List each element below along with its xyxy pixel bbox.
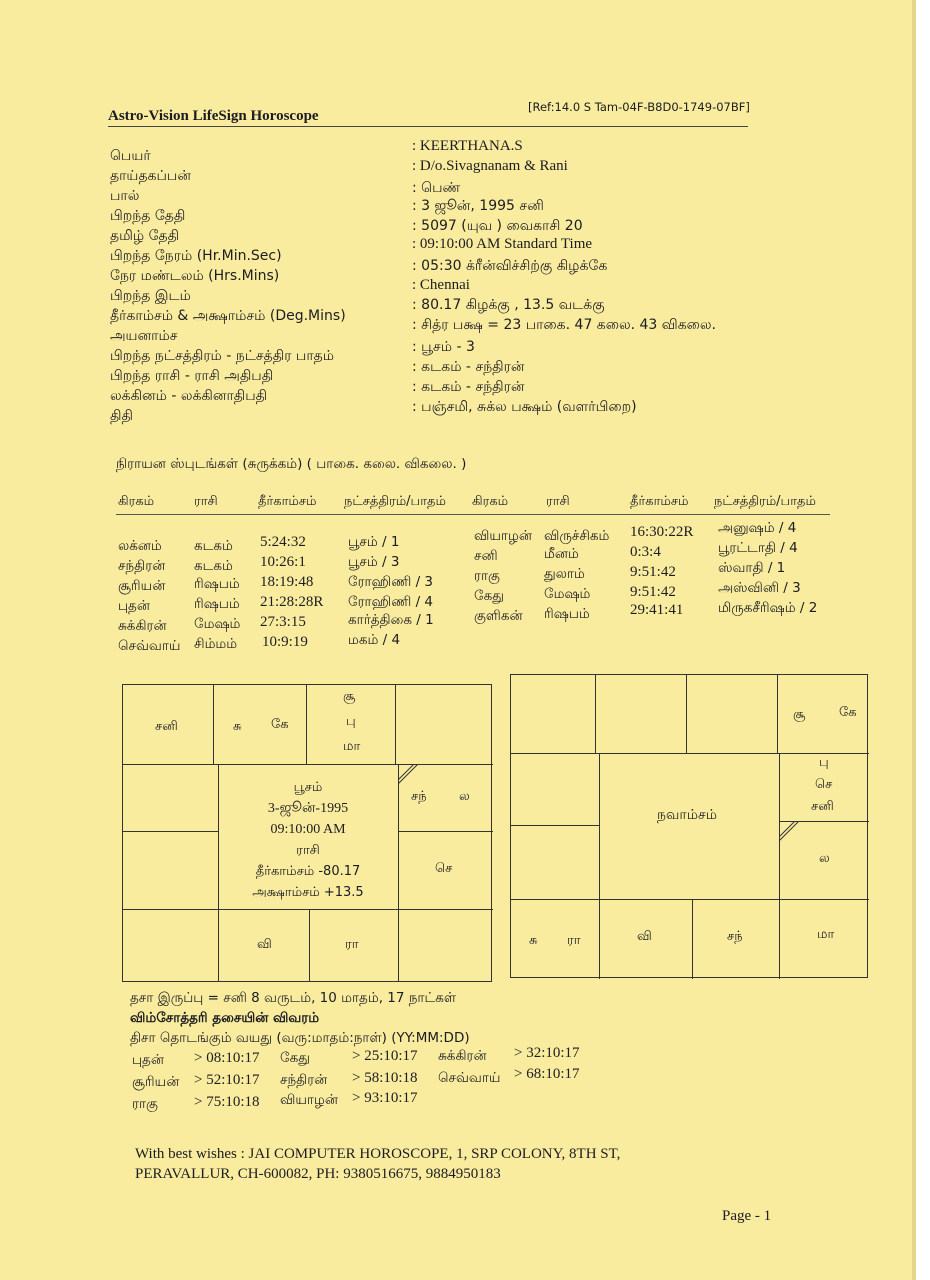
document-title: Astro-Vision LifeSign Horoscope — [108, 108, 319, 124]
column-header: தீர்காம்சம் — [258, 494, 317, 509]
dasa-subtitle: திசா தொடங்கும் வயது (வரு:மாதம்:நாள்) (YY:MM:DD) — [130, 1030, 470, 1046]
detail-value: : 80.17 கிழக்கு , 13.5 வடக்கு — [412, 297, 605, 313]
chart-line — [395, 685, 396, 764]
detail-value: : 5097 (யுவ ) வைகாசி 20 — [412, 218, 583, 234]
center-date: 3-ஜூன்-1995 — [267, 801, 349, 816]
rasi-chart — [122, 684, 492, 982]
detail-value: : கடகம் - சந்திரன் — [412, 379, 525, 395]
dasa-age: > 32:10:17 — [514, 1045, 580, 1061]
rasi-simmam: செ — [435, 861, 453, 876]
detail-label: பால் — [110, 188, 140, 204]
planet-longitude: 0:3:4 — [630, 544, 661, 560]
rasi-mesham: சு — [233, 719, 242, 734]
planet-sign: ரிஷபம் — [194, 576, 240, 592]
planet-star: மிருகசீரிஷம் / 2 — [718, 600, 818, 616]
planet-positions-title: நிராயன ஸ்புடங்கள் (சுருக்கம்) ( பாகை. கலை. விகலை. ) — [116, 456, 467, 472]
navamsa-center: நவாம்சம் — [657, 807, 717, 823]
planet-sign: கடகம் — [194, 558, 233, 574]
detail-value: : பூசம் - 3 — [412, 339, 475, 355]
planet-name: புதன் — [118, 598, 150, 614]
rasi-rishabam: சூ — [343, 689, 356, 704]
navamsa-dhanusu: வி — [637, 929, 652, 944]
planet-name: குளிகன் — [474, 608, 523, 624]
planet-star: கார்த்திகை / 1 — [348, 612, 434, 628]
chart-line — [595, 675, 596, 753]
navamsa-magaram: சு — [529, 933, 538, 948]
planet-sign: மேஷம் — [194, 616, 241, 632]
detail-value: : 05:30 க்ரீன்விச்சிற்கு கிழக்கே — [412, 258, 608, 274]
navamsa-simmam: பு — [819, 755, 829, 770]
chart-line — [599, 753, 600, 979]
center-latitude: அக்ஷாம்சம் +13.5 — [252, 885, 364, 900]
dasa-planet: ராகு — [132, 1096, 158, 1112]
column-header: நட்சத்திரம்/பாதம் — [714, 494, 816, 509]
chart-line — [779, 753, 780, 979]
rasi-kadagam: சந் — [411, 789, 427, 804]
chart-line — [398, 831, 493, 832]
lagna-marker — [398, 764, 422, 788]
planet-name: கேது — [474, 588, 504, 604]
dasa-planet: சந்திரன் — [280, 1072, 328, 1088]
detail-value: : சித்ர பக்ஷ = 23 பாகை. 47 கலை. 43 விகலை. — [412, 317, 716, 333]
rasi-viruchigam: வி — [257, 937, 272, 952]
column-header: கிரகம் — [118, 494, 155, 509]
center-chart-name: ராசி — [296, 843, 320, 858]
center-time: 09:10:00 AM — [270, 822, 346, 837]
dasa-age: > 75:10:18 — [194, 1094, 260, 1110]
planet-name: சுக்கிரன் — [118, 618, 167, 634]
planet-longitude: 9:51:42 — [630, 564, 676, 580]
dasa-balance: தசா இருப்பு = சனி 8 வருடம், 10 மாதம், 17 நாட்கள் — [130, 990, 457, 1006]
chart-line — [692, 899, 693, 979]
footer-address-line1: With best wishes : JAI COMPUTER HOROSCOPE, 1, SRP COLONY, 8TH ST, — [135, 1146, 621, 1162]
table-divider — [116, 514, 830, 515]
dasa-planet: சூரியன் — [132, 1074, 180, 1090]
planet-longitude: 9:51:42 — [630, 584, 676, 600]
planet-star: அஸ்வினி / 3 — [718, 580, 801, 596]
detail-label: லக்கினம் - லக்கினாதிபதி — [110, 388, 268, 404]
detail-label: தாய்தகப்பன் — [110, 168, 191, 184]
planet-sign: சிம்மம் — [194, 636, 238, 652]
column-header: ராசி — [194, 494, 218, 509]
planet-sign: மீனம் — [544, 546, 579, 562]
planet-longitude: 10:26:1 — [260, 554, 306, 570]
planet-star: பூசம் / 3 — [348, 554, 400, 570]
center-longitude: தீர்காம்சம் -80.17 — [255, 864, 361, 879]
lagna-marker — [779, 821, 803, 845]
navamsa-kanni: ல — [819, 851, 830, 866]
chart-line — [309, 909, 310, 982]
navamsa-kadagam: சூ — [793, 707, 806, 722]
planet-star: ஸ்வாதி / 1 — [718, 560, 786, 576]
planet-longitude: 10:9:19 — [262, 634, 308, 650]
planet-star: பூரட்டாதி / 4 — [718, 540, 798, 556]
planet-name: செவ்வாய் — [118, 638, 181, 654]
header-divider — [108, 126, 748, 127]
chart-line — [511, 899, 869, 900]
planet-longitude: 16:30:22R — [630, 524, 694, 540]
planet-longitude: 18:19:48 — [260, 574, 314, 590]
chart-line — [123, 909, 493, 910]
navamsa-viruchigam: சந் — [727, 929, 743, 944]
chart-line — [123, 831, 218, 832]
chart-line — [686, 675, 687, 753]
dasa-age: > 25:10:17 — [352, 1048, 418, 1064]
detail-value: : Chennai — [412, 277, 470, 293]
footer-address-line2: PERAVALLUR, CH-600082, PH: 9380516675, 9884950183 — [135, 1166, 501, 1182]
center-star: பூசம் — [293, 780, 323, 795]
detail-label: பிறந்த தேதி — [110, 208, 186, 224]
dasa-planet: கேது — [280, 1050, 310, 1066]
chart-line — [306, 685, 307, 764]
chart-line — [511, 753, 869, 754]
reference-code: [Ref:14.0 S Tam-04F-B8D0-1749-07BF] — [528, 100, 750, 114]
column-header: தீர்காம்சம் — [630, 494, 689, 509]
detail-label: பிறந்த நட்சத்திரம் - நட்சத்திர பாதம் — [110, 348, 335, 364]
planet-star: பூசம் / 1 — [348, 534, 400, 550]
detail-label: பிறந்த நேரம் (Hr.Min.Sec) — [110, 248, 282, 264]
dasa-planet: புதன் — [132, 1052, 164, 1068]
detail-value: : 3 ஜூன், 1995 சனி — [412, 198, 544, 214]
dasa-title: விம்சோத்தரி தசையின் விவரம் — [130, 1010, 320, 1026]
navamsa-magaram: ரா — [567, 933, 581, 948]
planet-star: அனுஷம் / 4 — [718, 520, 797, 536]
column-header: ராசி — [546, 494, 570, 509]
planet-sign: விருச்சிகம் — [544, 528, 610, 544]
rasi-center — [218, 777, 398, 903]
detail-value: : KEERTHANA.S — [412, 138, 523, 154]
planet-name: சந்திரன் — [118, 558, 166, 574]
navamsa-simmam: செ — [815, 777, 833, 792]
planet-name: லக்னம் — [118, 538, 162, 554]
dasa-age: > 68:10:17 — [514, 1066, 580, 1082]
dasa-age: > 93:10:17 — [352, 1090, 418, 1106]
planet-sign: துலாம் — [544, 566, 585, 582]
planet-sign: கடகம் — [194, 538, 233, 554]
planet-sign: மேஷம் — [544, 586, 591, 602]
dasa-planet: வியாழன் — [280, 1092, 338, 1108]
planet-sign: ரிஷபம் — [194, 596, 240, 612]
chart-line — [123, 764, 493, 765]
rasi-rishabam: மா — [343, 739, 361, 754]
detail-value: : பெண் — [412, 180, 461, 196]
dasa-age: > 58:10:18 — [352, 1070, 418, 1086]
rasi-rishabam: பு — [346, 714, 356, 729]
dasa-planet: செவ்வாய் — [438, 1070, 501, 1086]
dasa-age: > 52:10:17 — [194, 1072, 260, 1088]
rasi-mesham: கே — [271, 717, 289, 732]
planet-name: சூரியன் — [118, 578, 166, 594]
page-edge — [912, 0, 916, 1280]
chart-line — [213, 685, 214, 764]
dasa-planet: சுக்கிரன் — [438, 1048, 487, 1064]
planet-sign: ரிஷபம் — [544, 606, 590, 622]
rasi-meenam: சனி — [155, 719, 178, 734]
navamsa-kadagam: கே — [839, 705, 857, 720]
column-header: கிரகம் — [472, 494, 509, 509]
planet-star: ரோஹிணி / 3 — [348, 574, 434, 590]
detail-label: திதி — [110, 408, 133, 424]
navamsa-thulam: மா — [817, 927, 835, 942]
planet-name: வியாழன் — [474, 528, 532, 544]
detail-value: : 09:10:00 AM Standard Time — [412, 236, 593, 252]
page-number: Page - 1 — [722, 1208, 772, 1224]
chart-line — [511, 825, 599, 826]
detail-label: தீர்காம்சம் & அக்ஷாம்சம் (Deg.Mins) — [110, 308, 346, 324]
detail-label: நேர மண்டலம் (Hrs.Mins) — [110, 268, 280, 284]
column-header: நட்சத்திரம்/பாதம் — [344, 494, 446, 509]
planet-name: சனி — [474, 548, 498, 564]
detail-label: பெயர் — [110, 148, 151, 164]
detail-label: தமிழ் தேதி — [110, 228, 180, 244]
navamsa-chart — [510, 674, 868, 978]
planet-star: மகம் / 4 — [348, 632, 401, 648]
planet-star: ரோஹிணி / 4 — [348, 594, 434, 610]
planet-longitude: 5:24:32 — [260, 534, 306, 550]
detail-value: : பஞ்சமி, சுக்ல பக்ஷம் (வளர்பிறை) — [412, 399, 637, 415]
navamsa-simmam: சனி — [811, 799, 834, 814]
detail-label: பிறந்த இடம் — [110, 288, 191, 304]
detail-label: பிறந்த ராசி - ராசி அதிபதி — [110, 368, 274, 384]
rasi-thulam: ரா — [345, 937, 359, 952]
detail-value: : D/o.Sivagnanam & Rani — [412, 158, 568, 174]
planet-longitude: 27:3:15 — [260, 614, 306, 630]
planet-name: ராகு — [474, 568, 500, 584]
chart-line — [398, 764, 399, 982]
dasa-age: > 08:10:17 — [194, 1050, 260, 1066]
chart-line — [777, 675, 778, 753]
planet-longitude: 29:41:41 — [630, 602, 684, 618]
planet-longitude: 21:28:28R — [260, 594, 324, 610]
detail-label: அயனாம்ச — [110, 328, 178, 344]
rasi-kadagam: ல — [459, 789, 470, 804]
detail-value: : கடகம் - சந்திரன் — [412, 359, 525, 375]
